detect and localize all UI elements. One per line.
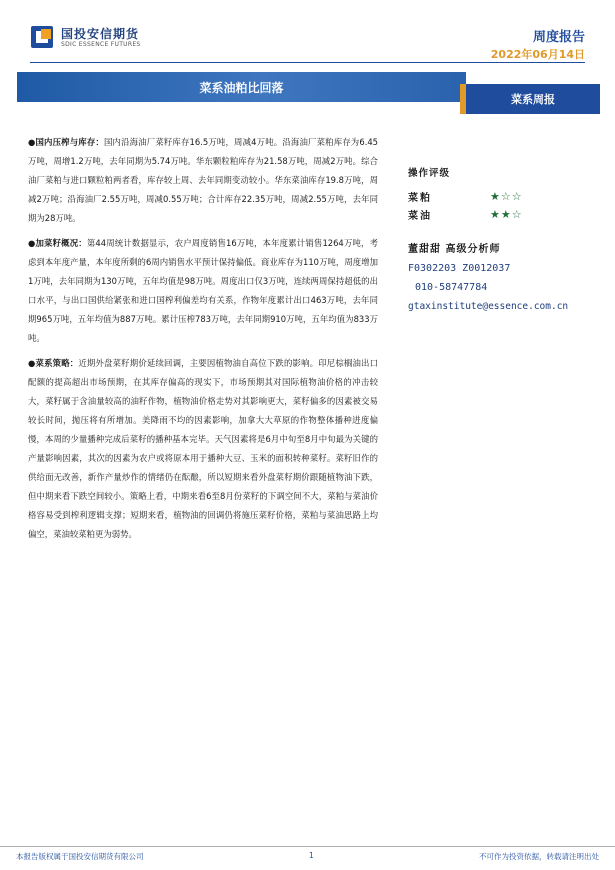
rating-row-oil: [408, 205, 608, 223]
rating-label: 菜粕: [408, 192, 432, 204]
rating-stars-icon: [490, 208, 523, 221]
logo-en-text: SDIC ESSENCE FUTURES: [61, 41, 141, 48]
report-date: 2022年06月14日: [490, 48, 585, 61]
bullet-icon: ●: [28, 137, 36, 147]
paragraph-lead: 国内压榨与库存：: [35, 137, 104, 147]
bullet-icon: ●: [28, 358, 36, 368]
star-filled-icon: ★: [490, 207, 501, 221]
header-divider: [30, 62, 585, 63]
report-title: 菜系油粕比回落: [199, 80, 284, 95]
report-body: [28, 133, 378, 550]
star-filled-icon: ★: [500, 207, 512, 221]
paragraph-canola-overview: [28, 234, 378, 348]
star-empty-icon: ☆: [500, 189, 512, 203]
analyst-email[interactable]: gtaxinstitute@essence.com.cn: [408, 301, 569, 312]
report-type: 周度报告: [532, 30, 585, 45]
star-empty-icon: ☆: [511, 189, 523, 203]
logo-mark-icon: [31, 26, 55, 50]
star-filled-icon: ★: [490, 189, 501, 203]
page-number: 1: [309, 851, 314, 860]
company-logo: [31, 26, 141, 50]
paragraph-text: 第44周统计数据显示，农户周度销售16万吨，本年度累计销售1264万吨，考虑到本年度产量，本年度所剩的6周内销售水平预计保持偏低。商业库存为110万吨，周度增加1万吨，去年同期为130万吨，五年均值是98万吨。周度出口仅3万吨，连续两周保持超低的出口水平，与出口国供给紧张和进口国榨利偏差均有关系，作物年度累计出口463万吨，去年同期965万吨，五年均值为887万吨。累计压榨783万吨，去年同期910万吨，五年均值为833万吨。: [28, 238, 378, 343]
analyst-phone: 010-58747784: [415, 282, 488, 293]
rating-stars-icon: [490, 190, 523, 203]
side-panel: [408, 165, 608, 316]
paragraph-text: 国内沿海油厂菜籽库存16.5万吨，周减4万吨。沿海油厂菜粕库存为6.45万吨，周增1.2万吨，去年同期为5.74万吨。华东颗粒粕库存为21.58万吨，周减2万吨。综合油厂菜粕与进口颗粒粕两者看，库存较上周、去年同期变动较小。华东菜油库存19.8万吨，周减2万吨；沿海油厂2.55万吨，周减0.55万吨；合计库存22.35万吨，周减2.55万吨，去年同期为28万吨。: [28, 137, 379, 223]
report-title-bar: [17, 72, 466, 102]
paragraph-lead: 菜系策略：: [35, 358, 79, 368]
paragraph-strategy: [28, 354, 378, 544]
analyst-name: 董甜甜 高级分析师: [408, 244, 501, 255]
report-tag: 菜系周报: [511, 93, 555, 106]
rating-row-meal: [408, 187, 608, 205]
footer-divider: [0, 846, 615, 847]
paragraph-text: 近期外盘菜籽期价延续回调，主要因植物油自高位下跌的影响。印尼棕榈油出口配额的提高超出市场预期，在其库存偏高的现实下，市场预期其对国际植物油价格的冲击较大，菜籽属于含油量较高的油籽作物，植物油价格走势对其影响更大，菜籽偏多的因素被交易较长时间，抛压将有所增加。美降雨不均的因素影响，加拿大大草原的作物整体播种进度偏慢，本周的少量播种完成后菜籽的播种基本完毕。天气因素将是6月中旬至8月中旬最为关键的产量影响因素，其次的因素为农户或将原本用于播种大豆、玉米的面积转种菜籽。菜籽旧作的供给面无改善，新作产量炒作的情绪仍在酝酿，所以短期来看外盘菜籽期价跟随植物油下跌，但中期来看下跌空间较小。策略上看，中期来看6至8月份菜籽的下调空间不大，菜粕与菜油价格容易受到榨利逻辑支撑；短期来看，植物油的回调仍将施压菜籽价格，菜粕与菜油思路上均偏空，菜油较菜粕更为弱势。: [28, 358, 379, 539]
paragraph-lead: 加菜籽概况：: [35, 238, 87, 248]
paragraph-inventory: [28, 133, 378, 228]
logo-cn-text: 国投安信期货: [61, 27, 140, 41]
footer-disclaimer: 不可作为投资依据，转载请注明出处: [479, 852, 599, 861]
rating-title: 操作评级: [408, 168, 451, 179]
footer-copyright: 本报告版权属于国投安信期货有限公司: [16, 852, 144, 861]
analyst-license: F0302203 Z0012037: [408, 263, 511, 274]
star-empty-icon: ☆: [511, 207, 523, 221]
bullet-icon: ●: [28, 238, 36, 248]
report-tag-bar: [466, 84, 600, 114]
rating-label: 菜油: [408, 210, 432, 222]
